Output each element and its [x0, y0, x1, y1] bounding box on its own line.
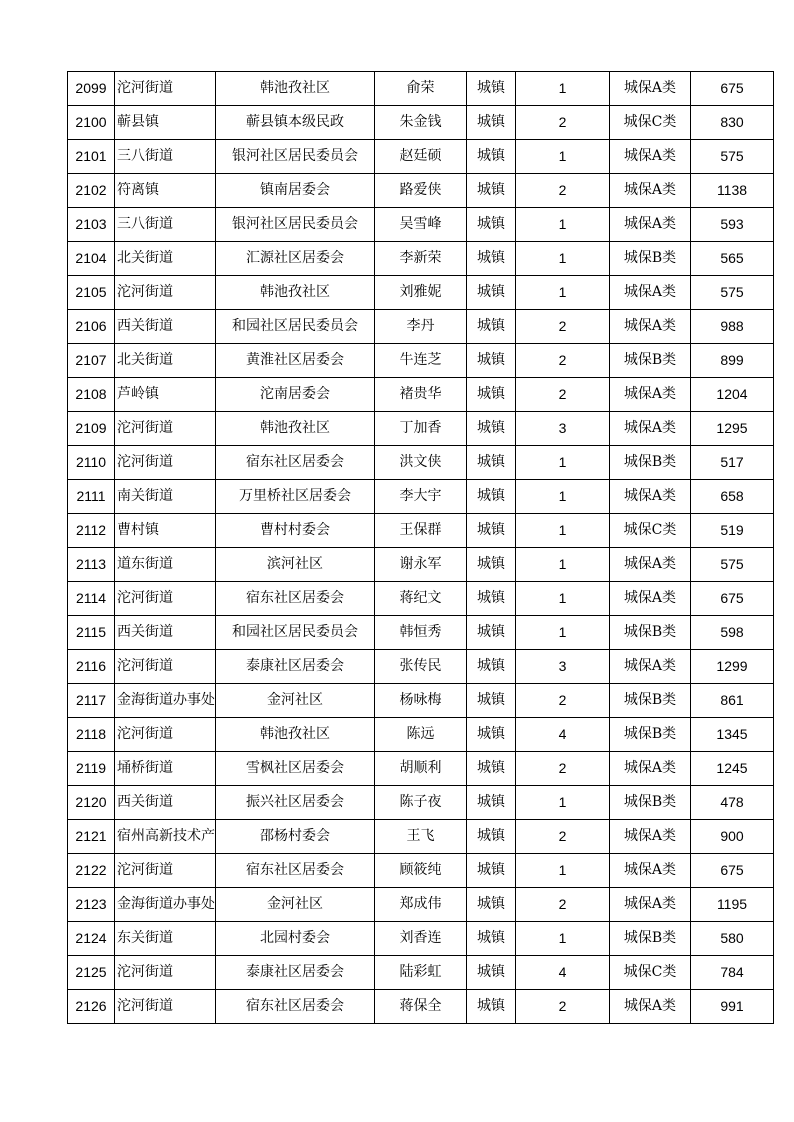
household-count-cell: 1 [516, 514, 610, 548]
amount-cell: 598 [691, 616, 774, 650]
amount-cell: 517 [691, 446, 774, 480]
name-cell: 丁加香 [375, 412, 467, 446]
row-number: 2108 [68, 378, 115, 412]
community-cell: 宿东社区居委会 [216, 582, 375, 616]
area-cell: 城镇 [467, 242, 516, 276]
table-row [68, 684, 774, 718]
household-count-cell: 3 [516, 650, 610, 684]
community-cell: 邵杨村委会 [216, 820, 375, 854]
street-cell: 沱河街道 [115, 990, 216, 1024]
area-cell: 城镇 [467, 888, 516, 922]
household-count-cell: 1 [516, 480, 610, 514]
assistance-type-cell: 城保B类 [610, 922, 691, 956]
household-count-cell: 1 [516, 548, 610, 582]
assistance-type-cell: 城保A类 [610, 650, 691, 684]
area-cell: 城镇 [467, 684, 516, 718]
community-cell: 泰康社区居委会 [216, 650, 375, 684]
household-count-cell: 2 [516, 888, 610, 922]
table-row [68, 344, 774, 378]
household-count-cell: 2 [516, 174, 610, 208]
assistance-type-cell: 城保C类 [610, 106, 691, 140]
table-row [68, 514, 774, 548]
assistance-type-cell: 城保A类 [610, 990, 691, 1024]
street-cell: 沱河街道 [115, 446, 216, 480]
row-number: 2102 [68, 174, 115, 208]
street-cell: 西关街道 [115, 310, 216, 344]
household-count-cell: 1 [516, 922, 610, 956]
street-cell: 沱河街道 [115, 650, 216, 684]
street-cell: 埇桥街道 [115, 752, 216, 786]
name-cell: 胡顺利 [375, 752, 467, 786]
name-cell: 蒋保全 [375, 990, 467, 1024]
row-number: 2104 [68, 242, 115, 276]
table-row [68, 208, 774, 242]
assistance-type-cell: 城保A类 [610, 820, 691, 854]
row-number: 2118 [68, 718, 115, 752]
street-cell: 曹村镇 [115, 514, 216, 548]
name-cell: 蒋纪文 [375, 582, 467, 616]
street-cell: 金海街道办事处 [115, 888, 216, 922]
table-row [68, 480, 774, 514]
area-cell: 城镇 [467, 752, 516, 786]
area-cell: 城镇 [467, 514, 516, 548]
row-number: 2112 [68, 514, 115, 548]
row-number: 2100 [68, 106, 115, 140]
household-count-cell: 1 [516, 72, 610, 106]
assistance-type-cell: 城保A类 [610, 752, 691, 786]
name-cell: 朱金钱 [375, 106, 467, 140]
street-cell: 芦岭镇 [115, 378, 216, 412]
name-cell: 路爱侠 [375, 174, 467, 208]
table-row [68, 310, 774, 344]
household-count-cell: 2 [516, 378, 610, 412]
amount-cell: 565 [691, 242, 774, 276]
community-cell: 黄淮社区居委会 [216, 344, 375, 378]
household-count-cell: 1 [516, 786, 610, 820]
household-count-cell: 1 [516, 854, 610, 888]
assistance-type-cell: 城保B类 [610, 786, 691, 820]
amount-cell: 899 [691, 344, 774, 378]
area-cell: 城镇 [467, 718, 516, 752]
name-cell: 郑成伟 [375, 888, 467, 922]
amount-cell: 1138 [691, 174, 774, 208]
community-cell: 蕲县镇本级民政 [216, 106, 375, 140]
row-number: 2121 [68, 820, 115, 854]
row-number: 2126 [68, 990, 115, 1024]
table-row [68, 786, 774, 820]
street-cell: 沱河街道 [115, 412, 216, 446]
community-cell: 沱南居委会 [216, 378, 375, 412]
row-number: 2117 [68, 684, 115, 718]
community-cell: 和园社区居民委员会 [216, 616, 375, 650]
row-number: 2110 [68, 446, 115, 480]
assistance-type-cell: 城保A类 [610, 72, 691, 106]
assistance-type-cell: 城保A类 [610, 412, 691, 446]
name-cell: 吴雪峰 [375, 208, 467, 242]
name-cell: 李新荣 [375, 242, 467, 276]
household-count-cell: 2 [516, 310, 610, 344]
row-number: 2122 [68, 854, 115, 888]
table-row [68, 956, 774, 990]
amount-cell: 1295 [691, 412, 774, 446]
row-number: 2113 [68, 548, 115, 582]
amount-cell: 988 [691, 310, 774, 344]
street-cell: 西关街道 [115, 786, 216, 820]
household-count-cell: 2 [516, 106, 610, 140]
household-count-cell: 1 [516, 446, 610, 480]
table-row [68, 242, 774, 276]
assistance-type-cell: 城保B类 [610, 242, 691, 276]
street-cell: 北关街道 [115, 242, 216, 276]
name-cell: 王飞 [375, 820, 467, 854]
area-cell: 城镇 [467, 650, 516, 684]
assistance-type-cell: 城保C类 [610, 514, 691, 548]
assistance-type-cell: 城保A类 [610, 310, 691, 344]
household-count-cell: 2 [516, 752, 610, 786]
community-cell: 银河社区居民委员会 [216, 208, 375, 242]
community-cell: 滨河社区 [216, 548, 375, 582]
household-count-cell: 4 [516, 718, 610, 752]
table-row [68, 888, 774, 922]
name-cell: 杨咏梅 [375, 684, 467, 718]
street-cell: 沱河街道 [115, 582, 216, 616]
table-row [68, 650, 774, 684]
row-number: 2103 [68, 208, 115, 242]
household-count-cell: 2 [516, 990, 610, 1024]
name-cell: 赵廷硕 [375, 140, 467, 174]
community-cell: 振兴社区居委会 [216, 786, 375, 820]
community-cell: 泰康社区居委会 [216, 956, 375, 990]
area-cell: 城镇 [467, 922, 516, 956]
row-number: 2123 [68, 888, 115, 922]
household-count-cell: 1 [516, 616, 610, 650]
table-row [68, 718, 774, 752]
street-cell: 三八街道 [115, 208, 216, 242]
area-cell: 城镇 [467, 106, 516, 140]
household-count-cell: 2 [516, 684, 610, 718]
amount-cell: 1345 [691, 718, 774, 752]
street-cell: 东关街道 [115, 922, 216, 956]
row-number: 2120 [68, 786, 115, 820]
street-cell: 金海街道办事处 [115, 684, 216, 718]
table-row [68, 616, 774, 650]
community-cell: 宿东社区居委会 [216, 854, 375, 888]
area-cell: 城镇 [467, 72, 516, 106]
amount-cell: 1245 [691, 752, 774, 786]
amount-cell: 1299 [691, 650, 774, 684]
name-cell: 顾筱纯 [375, 854, 467, 888]
table-row [68, 752, 774, 786]
amount-cell: 991 [691, 990, 774, 1024]
table-row [68, 854, 774, 888]
area-cell: 城镇 [467, 276, 516, 310]
community-cell: 金河社区 [216, 888, 375, 922]
assistance-type-cell: 城保A类 [610, 174, 691, 208]
assistance-type-cell: 城保A类 [610, 854, 691, 888]
community-cell: 宿东社区居委会 [216, 446, 375, 480]
amount-cell: 675 [691, 854, 774, 888]
area-cell: 城镇 [467, 956, 516, 990]
community-cell: 银河社区居民委员会 [216, 140, 375, 174]
community-cell: 宿东社区居委会 [216, 990, 375, 1024]
table-row [68, 922, 774, 956]
community-cell: 汇源社区居委会 [216, 242, 375, 276]
street-cell: 三八街道 [115, 140, 216, 174]
name-cell: 陆彩虹 [375, 956, 467, 990]
amount-cell: 861 [691, 684, 774, 718]
assistance-type-cell: 城保A类 [610, 480, 691, 514]
table-row [68, 378, 774, 412]
street-cell: 蕲县镇 [115, 106, 216, 140]
household-count-cell: 1 [516, 242, 610, 276]
area-cell: 城镇 [467, 174, 516, 208]
name-cell: 张传民 [375, 650, 467, 684]
assistance-type-cell: 城保B类 [610, 718, 691, 752]
name-cell: 牛连芝 [375, 344, 467, 378]
amount-cell: 675 [691, 72, 774, 106]
household-count-cell: 1 [516, 582, 610, 616]
street-cell: 宿州高新技术产 [115, 820, 216, 854]
name-cell: 洪文侠 [375, 446, 467, 480]
row-number: 2119 [68, 752, 115, 786]
street-cell: 西关街道 [115, 616, 216, 650]
assistance-type-cell: 城保A类 [610, 208, 691, 242]
street-cell: 沱河街道 [115, 718, 216, 752]
household-count-cell: 1 [516, 276, 610, 310]
street-cell: 沱河街道 [115, 72, 216, 106]
area-cell: 城镇 [467, 480, 516, 514]
household-count-cell: 3 [516, 412, 610, 446]
table-row [68, 412, 774, 446]
name-cell: 刘香连 [375, 922, 467, 956]
row-number: 2106 [68, 310, 115, 344]
table-row [68, 990, 774, 1024]
name-cell: 谢永军 [375, 548, 467, 582]
name-cell: 褚贵华 [375, 378, 467, 412]
table-row [68, 820, 774, 854]
street-cell: 沱河街道 [115, 956, 216, 990]
area-cell: 城镇 [467, 310, 516, 344]
row-number: 2124 [68, 922, 115, 956]
household-count-cell: 1 [516, 140, 610, 174]
community-cell: 曹村村委会 [216, 514, 375, 548]
area-cell: 城镇 [467, 446, 516, 480]
row-number: 2099 [68, 72, 115, 106]
row-number: 2101 [68, 140, 115, 174]
assistance-type-cell: 城保B类 [610, 616, 691, 650]
relief-roster-table [67, 71, 774, 1024]
amount-cell: 575 [691, 276, 774, 310]
area-cell: 城镇 [467, 344, 516, 378]
row-number: 2109 [68, 412, 115, 446]
community-cell: 金河社区 [216, 684, 375, 718]
assistance-type-cell: 城保A类 [610, 140, 691, 174]
community-cell: 和园社区居民委员会 [216, 310, 375, 344]
amount-cell: 1204 [691, 378, 774, 412]
name-cell: 王保群 [375, 514, 467, 548]
community-cell: 万里桥社区居委会 [216, 480, 375, 514]
name-cell: 陈子夜 [375, 786, 467, 820]
row-number: 2114 [68, 582, 115, 616]
area-cell: 城镇 [467, 820, 516, 854]
table-row [68, 174, 774, 208]
area-cell: 城镇 [467, 582, 516, 616]
row-number: 2105 [68, 276, 115, 310]
area-cell: 城镇 [467, 412, 516, 446]
amount-cell: 575 [691, 548, 774, 582]
household-count-cell: 2 [516, 820, 610, 854]
area-cell: 城镇 [467, 854, 516, 888]
table-row [68, 276, 774, 310]
street-cell: 沱河街道 [115, 276, 216, 310]
name-cell: 李丹 [375, 310, 467, 344]
street-cell: 符离镇 [115, 174, 216, 208]
amount-cell: 575 [691, 140, 774, 174]
amount-cell: 519 [691, 514, 774, 548]
amount-cell: 593 [691, 208, 774, 242]
area-cell: 城镇 [467, 548, 516, 582]
community-cell: 韩池孜社区 [216, 718, 375, 752]
amount-cell: 580 [691, 922, 774, 956]
amount-cell: 830 [691, 106, 774, 140]
area-cell: 城镇 [467, 140, 516, 174]
street-cell: 道东街道 [115, 548, 216, 582]
name-cell: 李大宇 [375, 480, 467, 514]
street-cell: 南关街道 [115, 480, 216, 514]
amount-cell: 784 [691, 956, 774, 990]
table-row [68, 72, 774, 106]
assistance-type-cell: 城保A类 [610, 582, 691, 616]
household-count-cell: 1 [516, 208, 610, 242]
area-cell: 城镇 [467, 208, 516, 242]
community-cell: 北园村委会 [216, 922, 375, 956]
table-row [68, 548, 774, 582]
table-row [68, 140, 774, 174]
row-number: 2115 [68, 616, 115, 650]
row-number: 2111 [68, 480, 115, 514]
amount-cell: 675 [691, 582, 774, 616]
assistance-type-cell: 城保A类 [610, 378, 691, 412]
amount-cell: 900 [691, 820, 774, 854]
row-number: 2116 [68, 650, 115, 684]
assistance-type-cell: 城保A类 [610, 548, 691, 582]
assistance-type-cell: 城保C类 [610, 956, 691, 990]
assistance-type-cell: 城保B类 [610, 684, 691, 718]
name-cell: 刘雅妮 [375, 276, 467, 310]
table-row [68, 446, 774, 480]
community-cell: 镇南居委会 [216, 174, 375, 208]
community-cell: 韩池孜社区 [216, 72, 375, 106]
name-cell: 俞荣 [375, 72, 467, 106]
area-cell: 城镇 [467, 990, 516, 1024]
area-cell: 城镇 [467, 786, 516, 820]
community-cell: 韩池孜社区 [216, 276, 375, 310]
name-cell: 陈远 [375, 718, 467, 752]
street-cell: 北关街道 [115, 344, 216, 378]
assistance-type-cell: 城保A类 [610, 888, 691, 922]
community-cell: 韩池孜社区 [216, 412, 375, 446]
amount-cell: 1195 [691, 888, 774, 922]
table-row [68, 582, 774, 616]
area-cell: 城镇 [467, 378, 516, 412]
street-cell: 沱河街道 [115, 854, 216, 888]
assistance-type-cell: 城保B类 [610, 344, 691, 378]
amount-cell: 658 [691, 480, 774, 514]
name-cell: 韩恒秀 [375, 616, 467, 650]
community-cell: 雪枫社区居委会 [216, 752, 375, 786]
assistance-type-cell: 城保B类 [610, 446, 691, 480]
household-count-cell: 4 [516, 956, 610, 990]
row-number: 2107 [68, 344, 115, 378]
row-number: 2125 [68, 956, 115, 990]
household-count-cell: 2 [516, 344, 610, 378]
area-cell: 城镇 [467, 616, 516, 650]
table-row [68, 106, 774, 140]
table-body [68, 72, 774, 1024]
amount-cell: 478 [691, 786, 774, 820]
assistance-type-cell: 城保A类 [610, 276, 691, 310]
